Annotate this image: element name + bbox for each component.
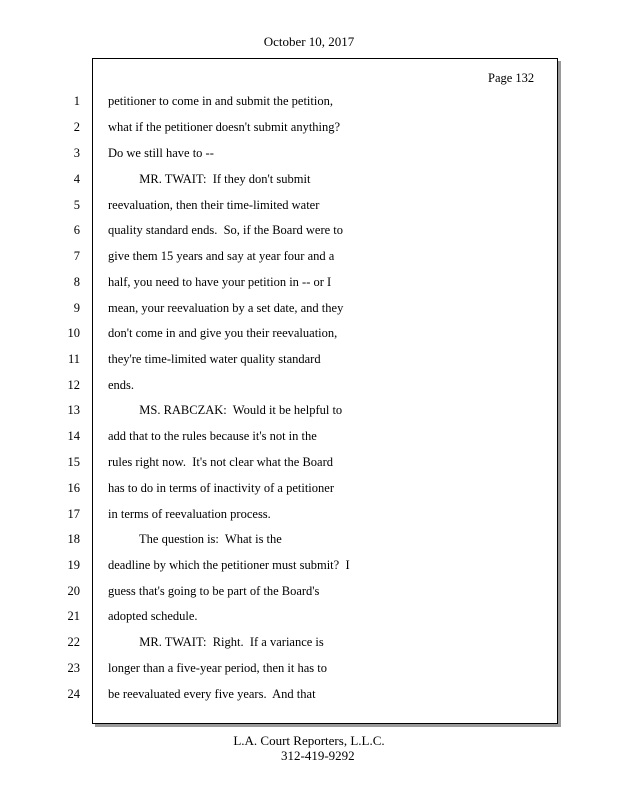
line-text: rules right now. It's not clear what the Board (108, 455, 333, 469)
line-text: The question is: What is the (108, 532, 282, 546)
line-text: MR. TWAIT: If they don't submit (108, 172, 311, 186)
line-text: Do we still have to -- (108, 146, 214, 160)
line-text: don't come in and give you their reevaluation, (108, 326, 338, 340)
line-text: guess that's going to be part of the Board's (108, 584, 320, 598)
reporter-phone: 312-419-9292 (281, 748, 355, 763)
line-text: ends. (108, 378, 135, 392)
reporter-company: L.A. Court Reporters, L.L.C. (233, 733, 385, 748)
line-text: what if the petitioner doesn't submit anything? (108, 120, 341, 134)
line-text: deadline by which the petitioner must submit? I (108, 558, 350, 572)
line-number: 23 (67, 661, 80, 675)
line-text: MR. TWAIT: Right. If a variance is (108, 635, 324, 649)
line-text: MS. RABCZAK: Would it be helpful to (108, 403, 343, 417)
line-text: they're time-limited water quality standard (108, 352, 321, 366)
line-number: 21 (67, 609, 80, 623)
line-number: 22 (67, 635, 80, 649)
line-number: 10 (67, 326, 80, 340)
line-text: reevaluation, then their time-limited water (108, 198, 320, 212)
line-number: 3 (73, 146, 80, 160)
line-number: 24 (67, 687, 80, 701)
line-number: 11 (67, 352, 80, 366)
line-number: 19 (67, 558, 80, 572)
line-number: 5 (73, 198, 80, 212)
line-text: half, you need to have your petition in -- or I (108, 275, 332, 289)
line-number: 14 (67, 429, 80, 443)
line-number: 6 (73, 223, 80, 237)
line-number: 16 (67, 481, 80, 495)
line-number: 20 (67, 584, 80, 598)
line-text: longer than a five-year period, then it has to (108, 661, 328, 675)
line-number: 4 (73, 172, 80, 186)
line-number: 17 (67, 507, 80, 521)
line-text: give them 15 years and say at year four and a (108, 249, 335, 263)
page-number: Page 132 (488, 71, 535, 85)
line-text: petitioner to come in and submit the petition, (108, 94, 333, 108)
line-text: adopted schedule. (108, 609, 198, 623)
line-number: 15 (67, 455, 80, 469)
line-number: 13 (67, 403, 80, 417)
line-text: mean, your reevaluation by a set date, and they (108, 301, 344, 315)
line-text: in terms of reevaluation process. (108, 507, 271, 521)
line-text: add that to the rules because it's not in the (108, 429, 317, 443)
line-text: quality standard ends. So, if the Board were to (108, 223, 344, 237)
line-number: 2 (73, 120, 80, 134)
transcript-date: October 10, 2017 (263, 34, 355, 49)
line-number: 1 (73, 94, 80, 108)
line-number: 8 (73, 275, 80, 289)
line-number: 18 (67, 532, 80, 546)
line-number: 9 (73, 301, 80, 315)
line-number: 12 (67, 378, 80, 392)
line-number: 7 (73, 249, 80, 263)
line-text: has to do in terms of inactivity of a petitioner (108, 481, 334, 495)
line-text: be reevaluated every five years. And that (108, 687, 316, 701)
